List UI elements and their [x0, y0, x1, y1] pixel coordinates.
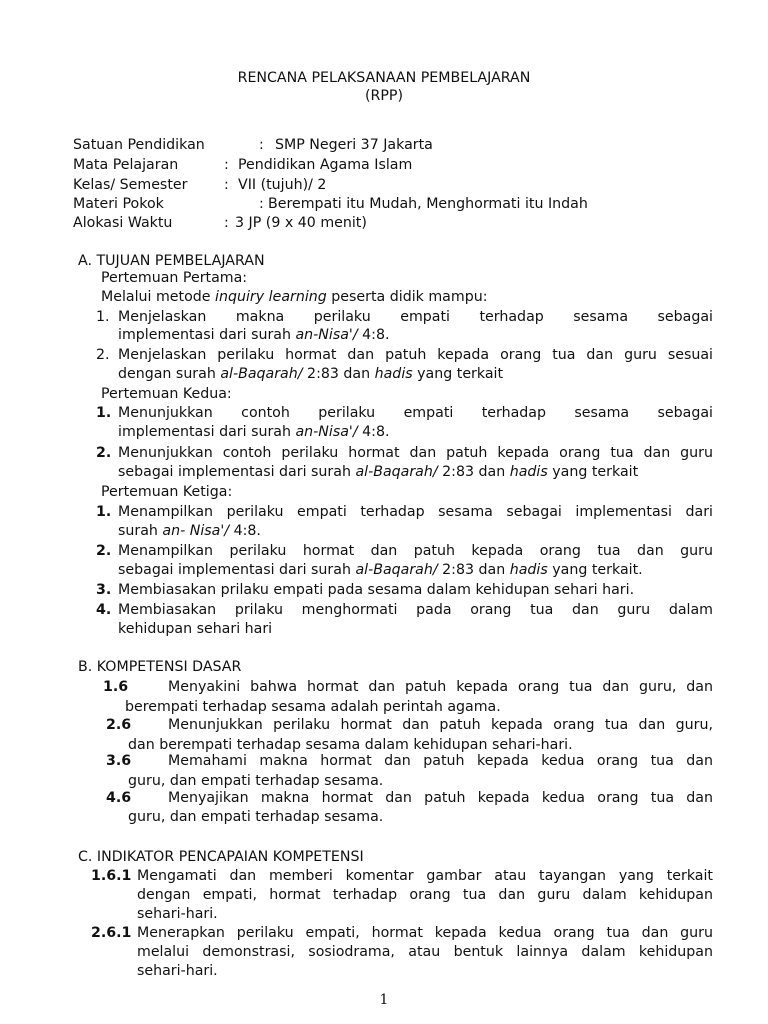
page-number: 1 — [379, 992, 389, 1008]
info-value-mapel: Pendidikan Agama Islam — [238, 157, 413, 173]
kd-line: Menyajikan makna hormat dan patuh kepada kedua orang tua dan — [168, 790, 713, 806]
document-subtitle: (RPP) — [364, 88, 404, 104]
kd-line: Menunjukkan perilaku hormat dan patuh kepada orang tua dan guru, — [168, 717, 713, 733]
kd-number: 1.6 — [103, 679, 129, 695]
kd-line: Memahami makna hormat dan patuh kepada kedua orang tua dan — [168, 753, 713, 769]
kd-line: guru, dan empati terhadap sesama. — [128, 809, 384, 825]
info-sep: : — [259, 137, 264, 153]
list-item-line: implementasi dari surah an-Nisa'/ 4:8. — [118, 424, 390, 440]
kd-line: dan berempati terhadap sesama dalam kehidupan sehari-hari. — [128, 737, 573, 753]
info-label-satuan: Satuan Pendidikan — [73, 137, 205, 153]
info-sep: : — [224, 215, 229, 231]
section-c-heading: C. INDIKATOR PENCAPAIAN KOMPETENSI — [78, 849, 364, 865]
info-label-materi: Materi Pokok — [73, 196, 164, 212]
info-sep: : — [224, 157, 229, 173]
list-item-line: Menampilkan perilaku empati terhadap sesama sebagai implementasi dari — [118, 504, 713, 520]
list-item-number: 1. — [96, 504, 112, 520]
info-value-kelas: VII (tujuh)/ 2 — [238, 177, 327, 193]
list-item-line: Menjelaskan makna perilaku empati terhadap sesama sebagai — [118, 309, 713, 325]
info-value-materi: Berempati itu Mudah, Menghormati itu Indah — [268, 196, 588, 212]
info-label-kelas: Kelas/ Semester — [73, 177, 188, 193]
indicator-line: sehari-hari. — [137, 906, 218, 922]
kd-line: Menyakini bahwa hormat dan patuh kepada orang tua dan guru, dan — [168, 679, 713, 695]
list-item-number: 2. — [96, 445, 112, 461]
list-item-line: Menunjukkan contoh perilaku hormat dan patuh kepada orang tua dan guru — [118, 445, 713, 461]
list-item-line: kehidupan sehari hari — [118, 621, 273, 637]
kd-line: berempati terhadap sesama adalah perintah agama. — [125, 699, 501, 715]
list-item-line: Menampilkan perilaku hormat dan patuh kepada orang tua dan guru — [118, 543, 713, 559]
kd-number: 2.6 — [106, 717, 132, 733]
info-sep: : — [224, 177, 229, 193]
section-b-heading: B. KOMPETENSI DASAR — [78, 659, 242, 675]
pertemuan-1-title: Pertemuan Pertama: — [101, 270, 248, 286]
kd-line: guru, dan empati terhadap sesama. — [128, 773, 384, 789]
list-item-line: Membiasakan prilaku menghormati pada orang tua dan guru dalam — [118, 602, 713, 618]
list-item-number: 2. — [96, 347, 110, 363]
list-item-number: 1. — [96, 405, 112, 421]
indicator-number: 1.6.1 — [91, 868, 132, 884]
list-item-number: 3. — [96, 582, 112, 598]
list-item-line: Menunjukkan contoh perilaku empati terhadap sesama sebagai — [118, 405, 713, 421]
info-label-mapel: Mata Pelajaran — [73, 157, 179, 173]
indicator-number: 2.6.1 — [91, 925, 132, 941]
list-item-line: implementasi dari surah an-Nisa'/ 4:8. — [118, 327, 390, 343]
list-item-number: 2. — [96, 543, 112, 559]
indicator-line: dengan empati, hormat terhadap orang tua dan guru dalam kehidupan — [137, 887, 713, 903]
pertemuan-1-intro: Melalui metode inquiry learning peserta didik mampu: — [101, 289, 488, 305]
indicator-line: Menerapkan perilaku empati, hormat kepada kedua orang tua dan guru — [137, 925, 713, 941]
indicator-line: Mengamati dan memberi komentar gambar atau tayangan yang terkait — [137, 868, 713, 884]
list-item-line: Membiasakan prilaku empati pada sesama dalam kehidupan sehari hari. — [118, 582, 635, 598]
info-sep: : — [259, 196, 264, 212]
pertemuan-3-title: Pertemuan Ketiga: — [101, 484, 233, 500]
list-item-line: Menjelaskan perilaku hormat dan patuh kepada orang tua dan guru sesuai — [118, 347, 713, 363]
info-value-satuan: SMP Negeri 37 Jakarta — [275, 137, 433, 153]
list-item-line: sebagai implementasi dari surah al-Baqarah/ 2:83 dan hadis yang terkait — [118, 464, 639, 480]
list-item-line: surah an- Nisa'/ 4:8. — [118, 523, 261, 539]
list-item-line: sebagai implementasi dari surah al-Baqarah/ 2:83 dan hadis yang terkait. — [118, 562, 643, 578]
info-label-alokasi: Alokasi Waktu — [73, 215, 173, 231]
indicator-line: sehari-hari. — [137, 963, 218, 979]
list-item-line: dengan surah al-Baqarah/ 2:83 dan hadis yang terkait — [118, 366, 504, 382]
kd-number: 3.6 — [106, 753, 132, 769]
list-item-number: 1. — [96, 309, 110, 325]
indicator-line: melalui demonstrasi, sosiodrama, atau bentuk lainnya dalam kehidupan — [137, 944, 713, 960]
document-title: RENCANA PELAKSANAAN PEMBELAJARAN — [237, 70, 531, 86]
section-a-heading: A. TUJUAN PEMBELAJARAN — [78, 253, 265, 269]
pertemuan-2-title: Pertemuan Kedua: — [101, 386, 232, 402]
kd-number: 4.6 — [106, 790, 132, 806]
info-value-alokasi: 3 JP (9 x 40 menit) — [235, 215, 367, 231]
list-item-number: 4. — [96, 602, 112, 618]
